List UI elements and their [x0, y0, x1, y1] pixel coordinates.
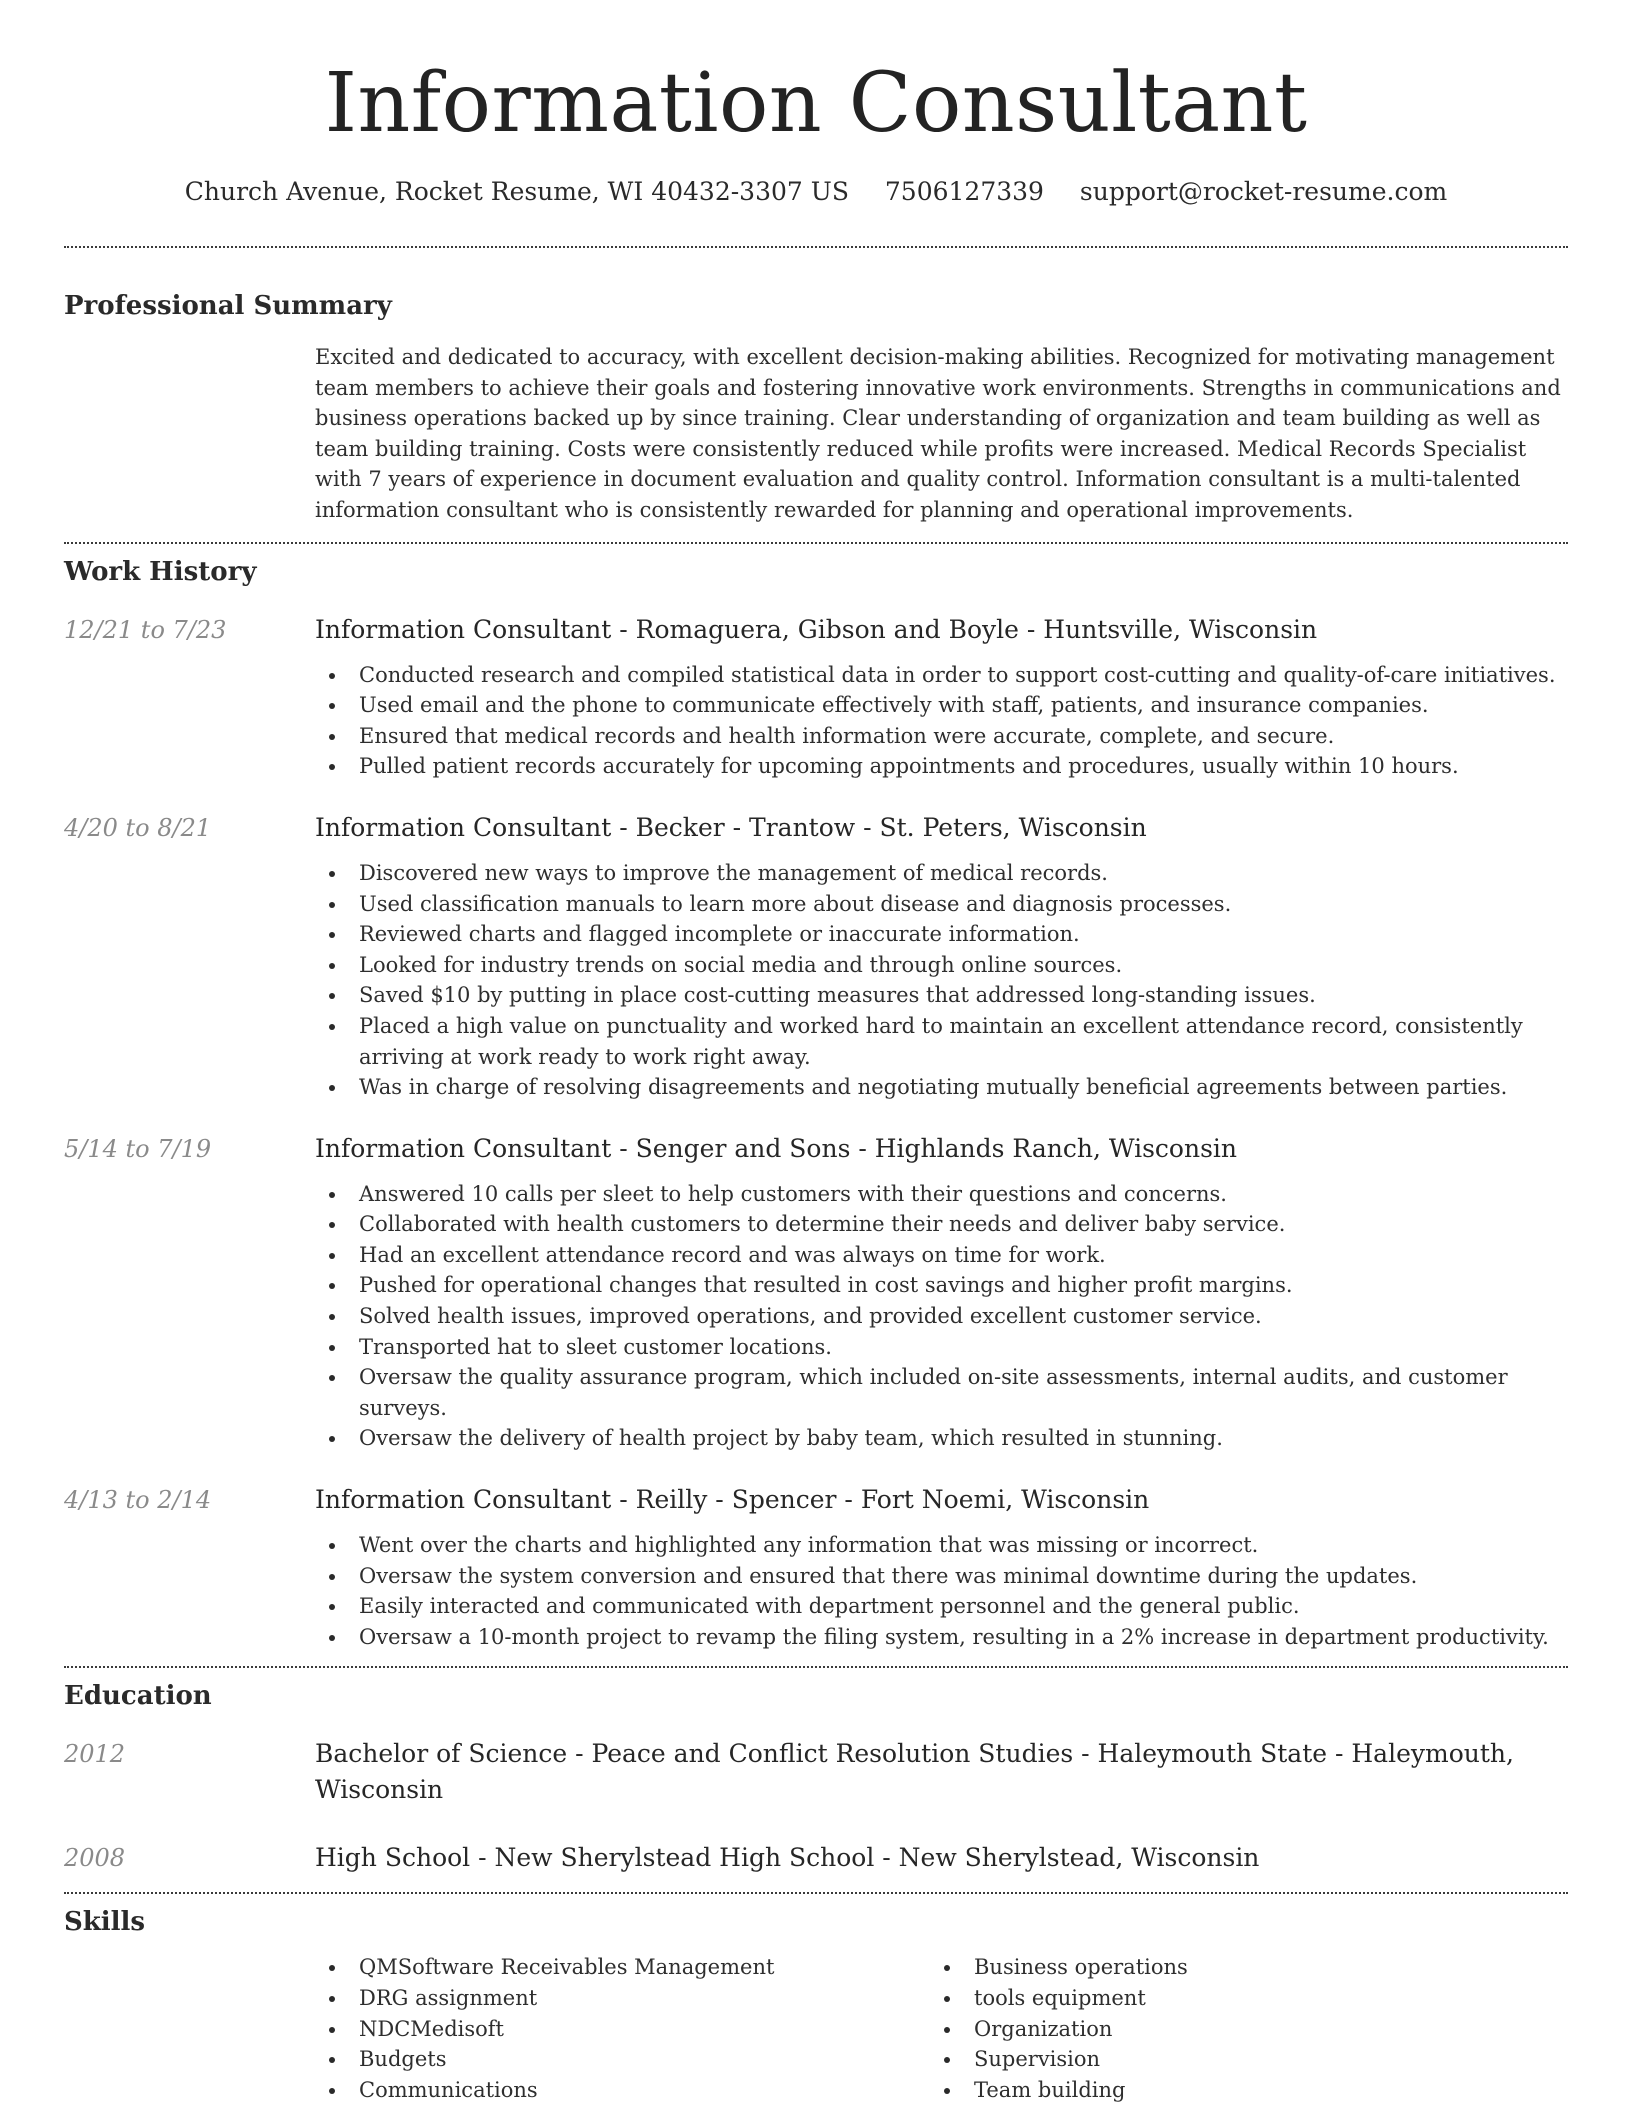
job-heading: Information Consultant - Becker - Trantow - St. Peters, Wisconsin [315, 812, 1147, 842]
list-item: Collaborated with health customers to determine their needs and deliver baby service. [315, 1209, 1568, 1240]
skills-column [930, 1952, 1530, 2105]
list-item: Answered 10 calls per sleet to help customers with their questions and concerns. [315, 1179, 1568, 1210]
list-item: Ensured that medical records and health information were accurate, complete, and secure. [315, 721, 1568, 752]
job-dates: 4/20 to 8/21 [64, 813, 212, 842]
education-entry [64, 1840, 1568, 1876]
list-item: Pushed for operational changes that resulted in cost savings and higher profit margins. [315, 1270, 1568, 1301]
work-history-title: Work History [64, 556, 257, 587]
contact-email: support@rocket-resume.com [1079, 177, 1448, 206]
summary-text: Excited and dedicated to accuracy, with excellent decision-making abilities. Recognized for motivating management team members to achieve their goals and fostering innovative work environments. Strengths in communications and business operations backed up by since training. Clear understanding of organization and team building as well as team building training. Costs were consistently reduced while profits were increased. Medical Records Specialist with 7 years of experience in document evaluation and quality control. Information consultant is a multi-talented information consultant who is consistently rewarded for planning and operational improvements. [315, 345, 1561, 522]
list-item: Was in charge of resolving disagreements and negotiating mutually beneficial agreements between parties. [315, 1072, 1568, 1103]
list-item: Pulled patient records accurately for upcoming appointments and procedures, usually within 10 hours. [315, 751, 1568, 782]
skill-item: NDCMedisoft [315, 2014, 930, 2045]
list-item: Conducted research and compiled statistical data in order to support cost-cutting and quality-of-care initiatives. [315, 660, 1568, 691]
job-dates: 12/21 to 7/23 [64, 615, 227, 644]
education-title: Education [64, 1681, 212, 1712]
contact-phone: 7506127339 [884, 177, 1044, 206]
list-item: Oversaw the quality assurance program, which included on-site assessments, internal audits, and customer surveys. [315, 1362, 1568, 1423]
skill-item: Organization [930, 2014, 1530, 2045]
list-item: Went over the charts and highlighted any information that was missing or incorrect. [315, 1530, 1568, 1561]
skills-column [315, 1952, 930, 2105]
job-entry [64, 612, 1568, 782]
skills-list [315, 1952, 1568, 2105]
skill-item: tools equipment [930, 1983, 1530, 2014]
skill-item: Supervision [930, 2044, 1530, 2075]
section-divider [64, 1666, 1568, 1668]
job-bullets [315, 1179, 1568, 1454]
list-item: Had an excellent attendance record and was always on time for work. [315, 1240, 1568, 1271]
job-entry [64, 1482, 1568, 1652]
education-year: 2008 [64, 1844, 126, 1873]
list-item: Used email and the phone to communicate effectively with staff, patients, and insurance companies. [315, 690, 1568, 721]
list-item: Placed a high value on punctuality and worked hard to maintain an excellent attendance record, consistently arriving at work ready to work right away. [315, 1011, 1568, 1072]
list-item: Oversaw a 10-month project to revamp the filing system, resulting in a 2% increase in department productivity. [315, 1622, 1568, 1653]
list-item: Looked for industry trends on social media and through online sources. [315, 950, 1568, 981]
education-heading: High School - New Sherylstead High School - New Sherylstead, Wisconsin [315, 1843, 1260, 1873]
job-heading: Information Consultant - Romaguera, Gibson and Boyle - Huntsville, Wisconsin [315, 614, 1318, 644]
skill-item: Business operations [930, 1952, 1530, 1983]
summary-title: Professional Summary [64, 291, 392, 321]
education-entry [64, 1736, 1568, 1808]
job-entry [64, 810, 1568, 1103]
list-item: Oversaw the system conversion and ensured that there was minimal downtime during the updates. [315, 1561, 1568, 1592]
contact-line [64, 174, 1568, 210]
list-item: Reviewed charts and flagged incomplete or inaccurate information. [315, 919, 1568, 950]
job-dates: 5/14 to 7/19 [64, 1134, 212, 1163]
job-bullets [315, 858, 1568, 1103]
job-heading: Information Consultant - Senger and Sons - Highlands Ranch, Wisconsin [315, 1133, 1237, 1163]
skill-item: Communications [315, 2075, 930, 2106]
section-divider [64, 1892, 1568, 1894]
list-item: Used classification manuals to learn more about disease and diagnosis processes. [315, 889, 1568, 920]
job-bullets [315, 1530, 1568, 1652]
list-item: Oversaw the delivery of health project by baby team, which resulted in stunning. [315, 1423, 1568, 1454]
list-item: Saved $10 by putting in place cost-cutting measures that addressed long-standing issues. [315, 980, 1568, 1011]
job-dates: 4/13 to 2/14 [64, 1486, 212, 1515]
candidate-name: Information Consultant [324, 56, 1308, 151]
skill-item: Budgets [315, 2044, 930, 2075]
job-heading: Information Consultant - Reilly - Spencer - Fort Noemi, Wisconsin [315, 1485, 1150, 1515]
section-divider [64, 542, 1568, 544]
list-item: Easily interacted and communicated with department personnel and the general public. [315, 1591, 1568, 1622]
skill-item: QMSoftware Receivables Management [315, 1952, 930, 1983]
education-year: 2012 [64, 1740, 126, 1769]
job-entry [64, 1131, 1568, 1454]
header-divider [64, 246, 1568, 248]
list-item: Transported hat to sleet customer locations. [315, 1332, 1568, 1363]
list-item: Solved health issues, improved operations, and provided excellent customer service. [315, 1301, 1568, 1332]
job-bullets [315, 660, 1568, 782]
skills-title: Skills [64, 1907, 146, 1938]
skill-item: DRG assignment [315, 1983, 930, 2014]
resume-page [64, 0, 1568, 2105]
contact-address: Church Avenue, Rocket Resume, WI 40432-3307 US [184, 177, 849, 206]
list-item: Discovered new ways to improve the management of medical records. [315, 858, 1568, 889]
education-heading: Bachelor of Science - Peace and Conflict Resolution Studies - Haleymouth State - Haleymouth, Wisconsin [315, 1739, 1514, 1805]
skill-item: Team building [930, 2075, 1530, 2106]
